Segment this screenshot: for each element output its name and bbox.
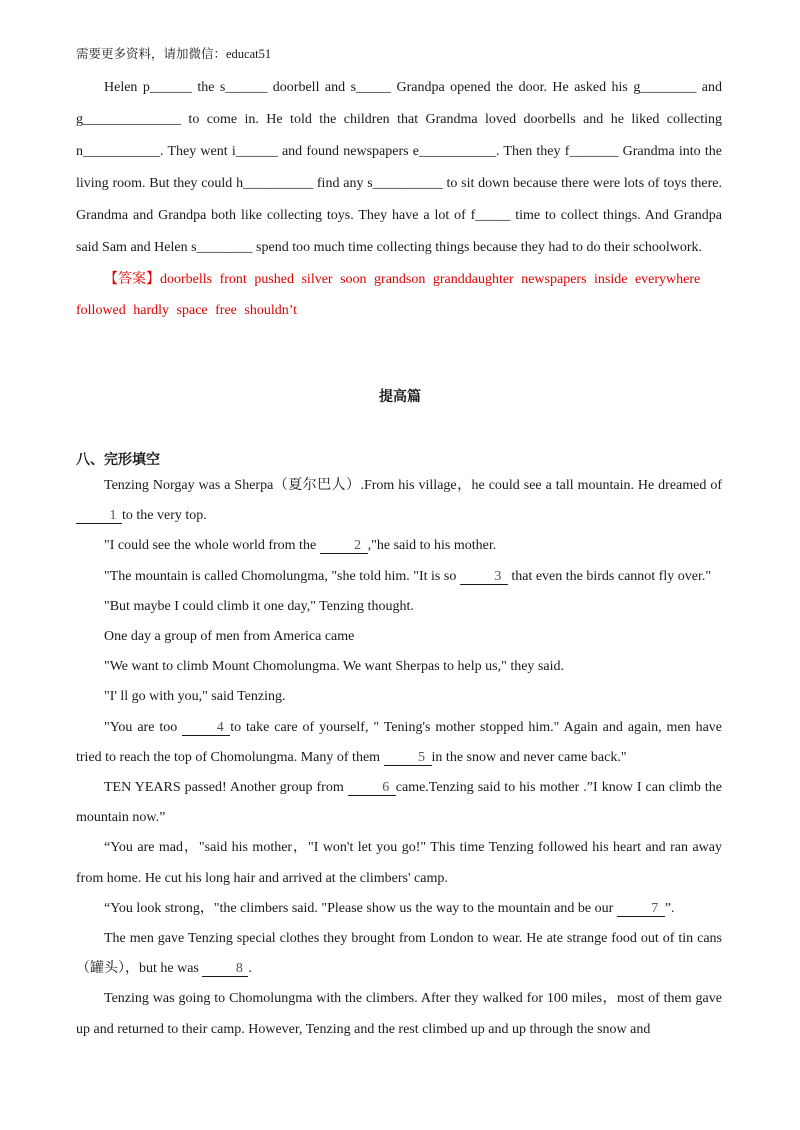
story-text: TEN YEARS passed! Another group from [104,780,344,796]
story-paragraph [76,713,722,773]
header-note: 需要更多资料，请加微信：educat51 [76,47,272,61]
story-text: "The mountain is called Chomolungma, "she told him. "It is so [104,568,457,584]
story-text: Tenzing Norgay was a Sherpa（夏尔巴人）.From his village，he could see a tall mountain. He dreamed of [104,478,722,493]
story-paragraph [76,894,722,924]
story-paragraph: One day a group of men from America came [104,629,355,645]
story-paragraph: Tenzing was going to Chomolungma with the climbers. After they walked for 100 miles，most of them gave up and returned to their camp. However, Tenzing and the rest climbed up and up through the snow and [76,991,722,1037]
story-paragraph [76,773,722,833]
blank-2 [320,538,368,554]
blank-number: 6 [382,780,390,796]
blank-number: 2 [354,538,362,554]
blank-number: 5 [418,749,426,765]
story-text: "I could see the whole world from the [104,538,317,554]
story-paragraph [76,924,722,984]
blank-number: 8 [235,961,243,977]
story-text: in the snow and never came back." [431,749,627,765]
answer-line [76,264,722,326]
summary-section [76,72,722,326]
story-text: came.Tenzing said to his mother .”I know I can climb the mountain now.” [76,780,723,826]
section-title: 提高篇 [379,389,421,405]
cloze-story [76,471,722,1045]
story-paragraph: “You are mad，"said his mother，"I won't let you go!" This time Tenzing followed his heart and ran away from home. He cut his long hair and arrived at the climbers' camp. [76,840,722,886]
blank-5 [384,750,432,766]
blank-7 [617,901,665,917]
story-text: The men gave Tenzing special clothes they brought from London to wear. He ate strange food out of tin cans（罐头），but he was [76,931,722,977]
story-text: that even the birds cannot fly over." [511,568,712,584]
story-text: to take care of yourself, " Tening's mother stopped him." Again and again, men have tried to reach the top of Chomolungma. Many of them [76,719,723,765]
blank-3 [460,569,508,585]
story-paragraph: "I' ll go with you," said Tenzing. [104,689,286,705]
blank-6 [348,780,396,796]
blank-1 [76,508,122,524]
story-paragraph: "But maybe I could climb it one day," Tenzing thought. [104,598,414,614]
story-paragraph [76,531,722,561]
part-title: 八、完形填空 [76,452,160,468]
story-text: to the very top. [122,508,207,524]
story-paragraph [76,471,722,531]
blank-number: 7 [651,900,659,916]
blank-number: 4 [216,719,224,735]
story-text: . [248,961,252,977]
blank-4 [182,720,230,736]
blank-number: 1 [109,508,117,524]
story-paragraph: "We want to climb Mount Chomolungma. We want Sherpas to help us," they said. [104,659,564,675]
story-paragraph [76,562,722,592]
answer-text: doorbells front pushed silver soon grandson granddaughter newspapers inside everywhere followed hardly space free shouldn’t [76,272,701,318]
summary-paragraph: Helen p______ the s______ doorbell and s_____ Grandpa opened the door. He asked his g________ and g______________ to come in. He told the children that Grandma loved doorbells and he liked collecting n___________. They went i______ and found newspapers e___________. Then they f_______ Grandma into the living room. But they could h__________ find any s__________ to sit down because there were lots of toys there. Grandma and Grandpa both like collecting toys. They have a lot of f_____ time to collect things. And Grandpa said Sam and Helen s________ spend too much time collecting things because they had to do their schoolwork. [76,80,722,255]
story-text: ”. [664,900,675,916]
blank-number: 3 [494,568,502,584]
story-text: “You look strong，"the climbers said. "Please show us the way to the mountain and be our [104,900,614,916]
story-text: ,"he said to his mother. [367,538,497,554]
story-text: "You are too [104,719,178,735]
blank-8 [202,961,248,977]
answer-label: 【答案】 [104,272,160,287]
